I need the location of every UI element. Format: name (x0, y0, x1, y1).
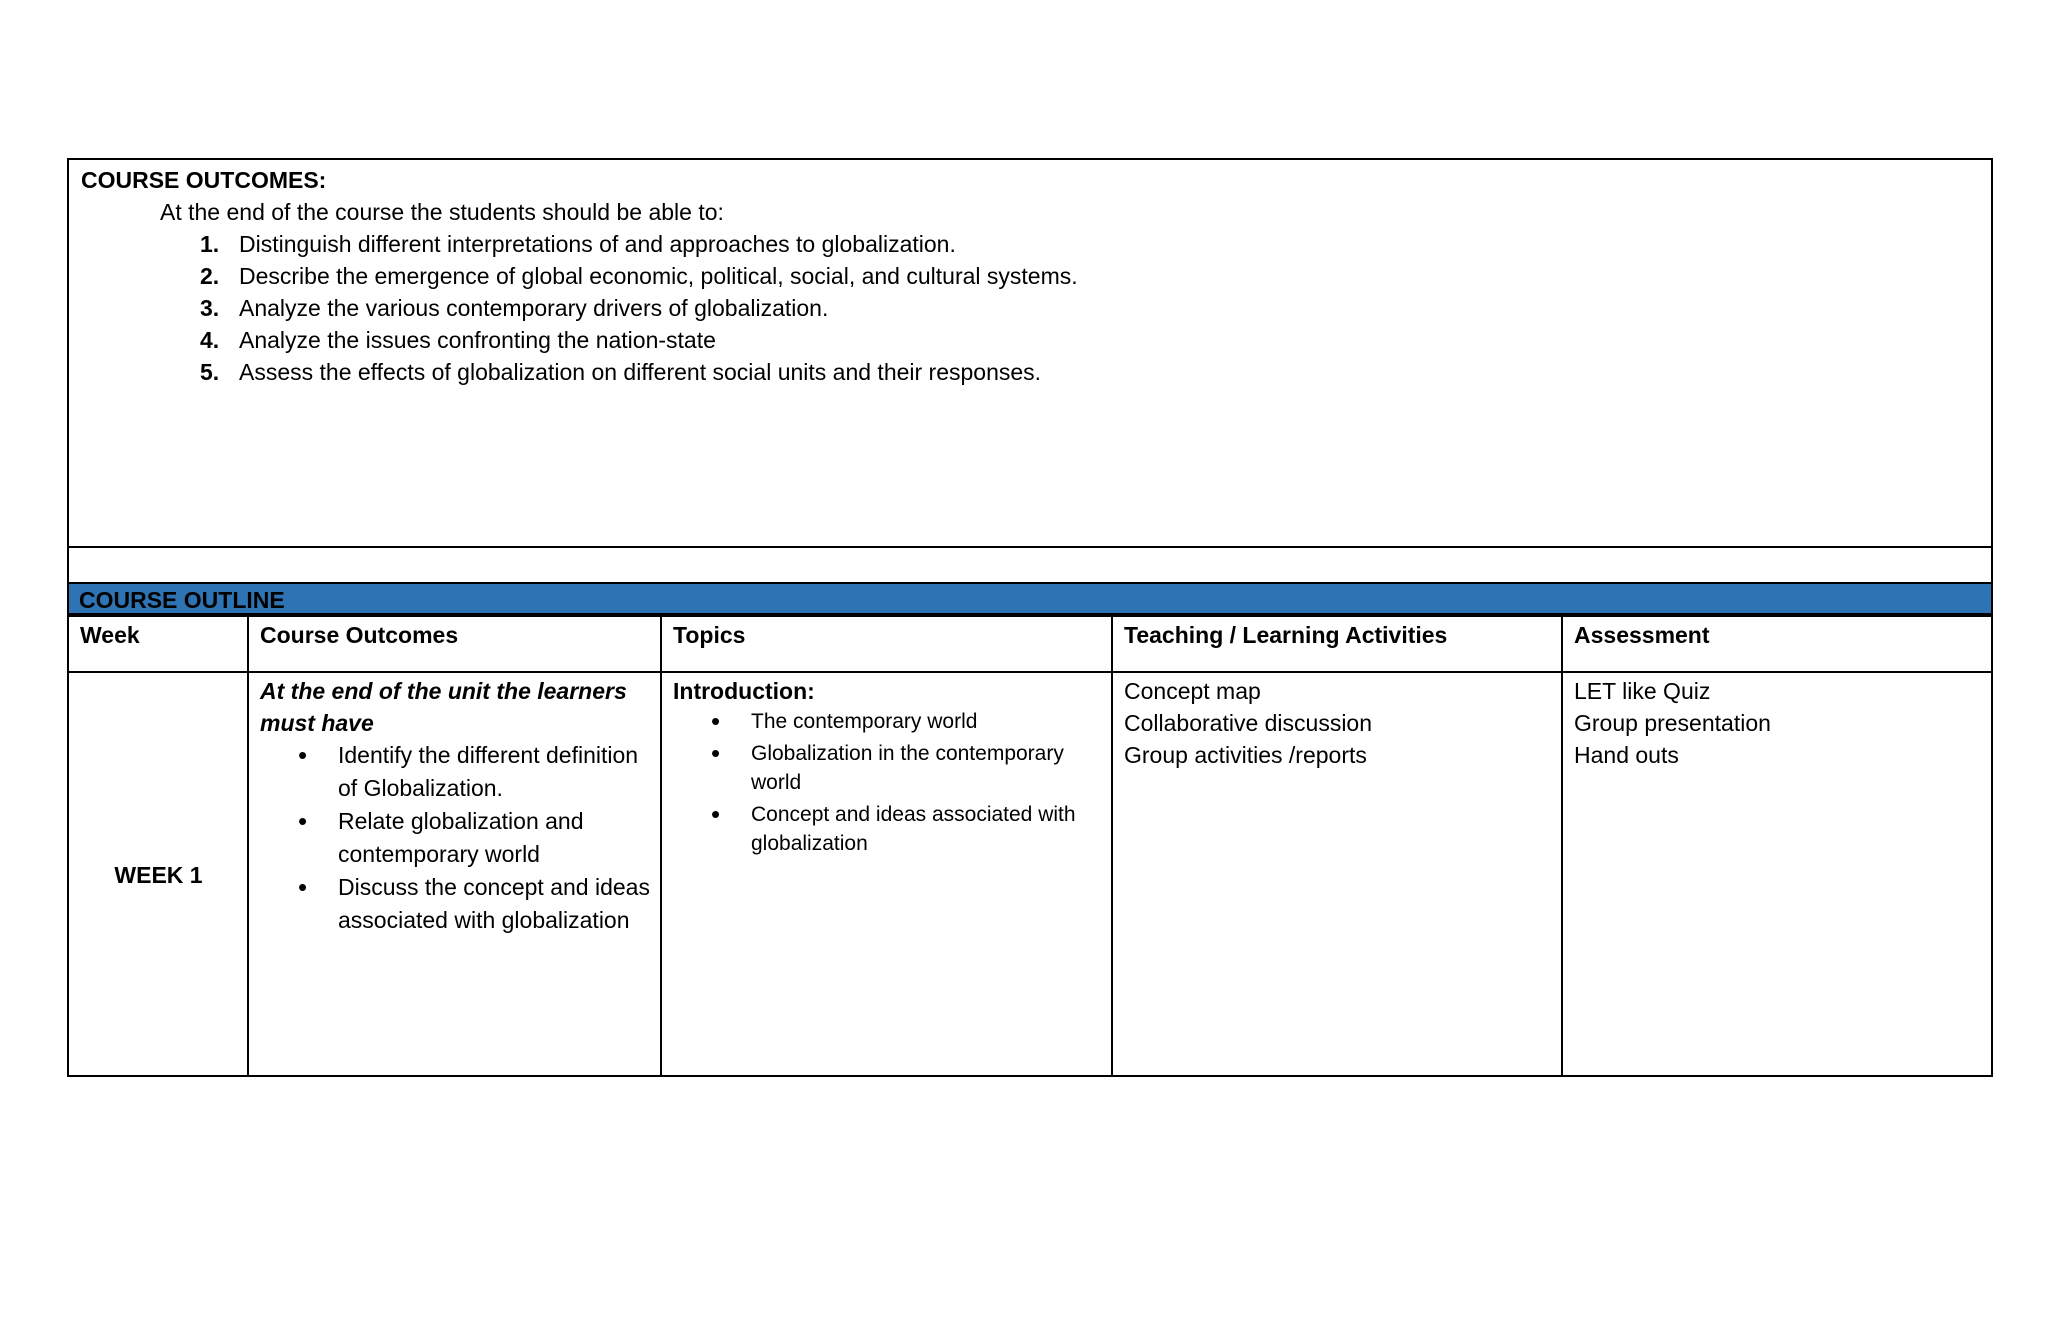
outcome-number: 4. (200, 327, 220, 353)
course-outline-banner: COURSE OUTLINE (67, 582, 1993, 615)
assessment-item: Group presentation (1574, 710, 1771, 736)
course-outcomes-intro: At the end of the course the students should be able to: (160, 199, 724, 225)
section-divider (67, 548, 1993, 582)
outcome-item (81, 260, 1979, 292)
assessment-item: LET like Quiz (1574, 678, 1711, 704)
header-activities: Teaching / Learning Activities (1112, 616, 1562, 672)
outcome-item (81, 292, 1979, 324)
activity-item: Collaborative discussion (1124, 710, 1373, 736)
activity-item: Concept map (1124, 678, 1261, 704)
list-item: • Concept and ideas associated with globalization (673, 800, 1101, 858)
assessment-cell (1562, 672, 1992, 1076)
activity-item: Group activities /reports (1124, 742, 1367, 768)
topics-cell (661, 672, 1112, 1076)
assessment-item: Hand outs (1574, 742, 1679, 768)
outcomes-bullets (260, 739, 650, 937)
week-cell: WEEK 1 (68, 672, 248, 1076)
outcome-text: Analyze the various contemporary drivers of globalization. (239, 295, 829, 321)
course-outcomes-list (81, 228, 1979, 388)
outcome-text: Assess the effects of globalization on different social units and their responses. (239, 359, 1042, 385)
header-topics: Topics (661, 616, 1112, 672)
outcome-text: Describe the emergence of global economic, political, social, and cultural systems. (239, 263, 1078, 289)
course-outcomes-cell (248, 672, 661, 1076)
list-item: • Identify the different definition of Globalization. (260, 739, 650, 805)
outcome-text: Distinguish different interpretations of and approaches to globalization. (239, 231, 956, 257)
outcome-number: 5. (200, 359, 220, 385)
outcomes-lead: At the end of the unit the learners must have (260, 678, 627, 736)
table-header-row (68, 616, 1992, 672)
course-document (67, 158, 1993, 1077)
activities-cell (1112, 672, 1562, 1076)
course-outcomes-title: COURSE OUTCOMES: (81, 167, 327, 193)
outcome-item (81, 356, 1979, 388)
outcome-number: 1. (200, 231, 220, 257)
list-item: • The contemporary world (673, 707, 1101, 736)
outcome-item (81, 324, 1979, 356)
list-item: • Globalization in the contemporary world (673, 739, 1101, 797)
header-course-outcomes: Course Outcomes (248, 616, 661, 672)
outcome-item (81, 228, 1979, 260)
outcome-number: 2. (200, 263, 220, 289)
header-week: Week (68, 616, 248, 672)
list-item: • Discuss the concept and ideas associated with globalization (260, 871, 650, 937)
outcome-text: Analyze the issues confronting the nation-state (239, 327, 716, 353)
outcome-number: 3. (200, 295, 220, 321)
topics-heading: Introduction: (673, 678, 815, 704)
list-item: • Relate globalization and contemporary world (260, 805, 650, 871)
topics-bullets (673, 707, 1101, 858)
header-assessment: Assessment (1562, 616, 1992, 672)
course-outline-table (67, 615, 1993, 1077)
course-outcomes-section (67, 158, 1993, 548)
table-row (68, 672, 1992, 1076)
